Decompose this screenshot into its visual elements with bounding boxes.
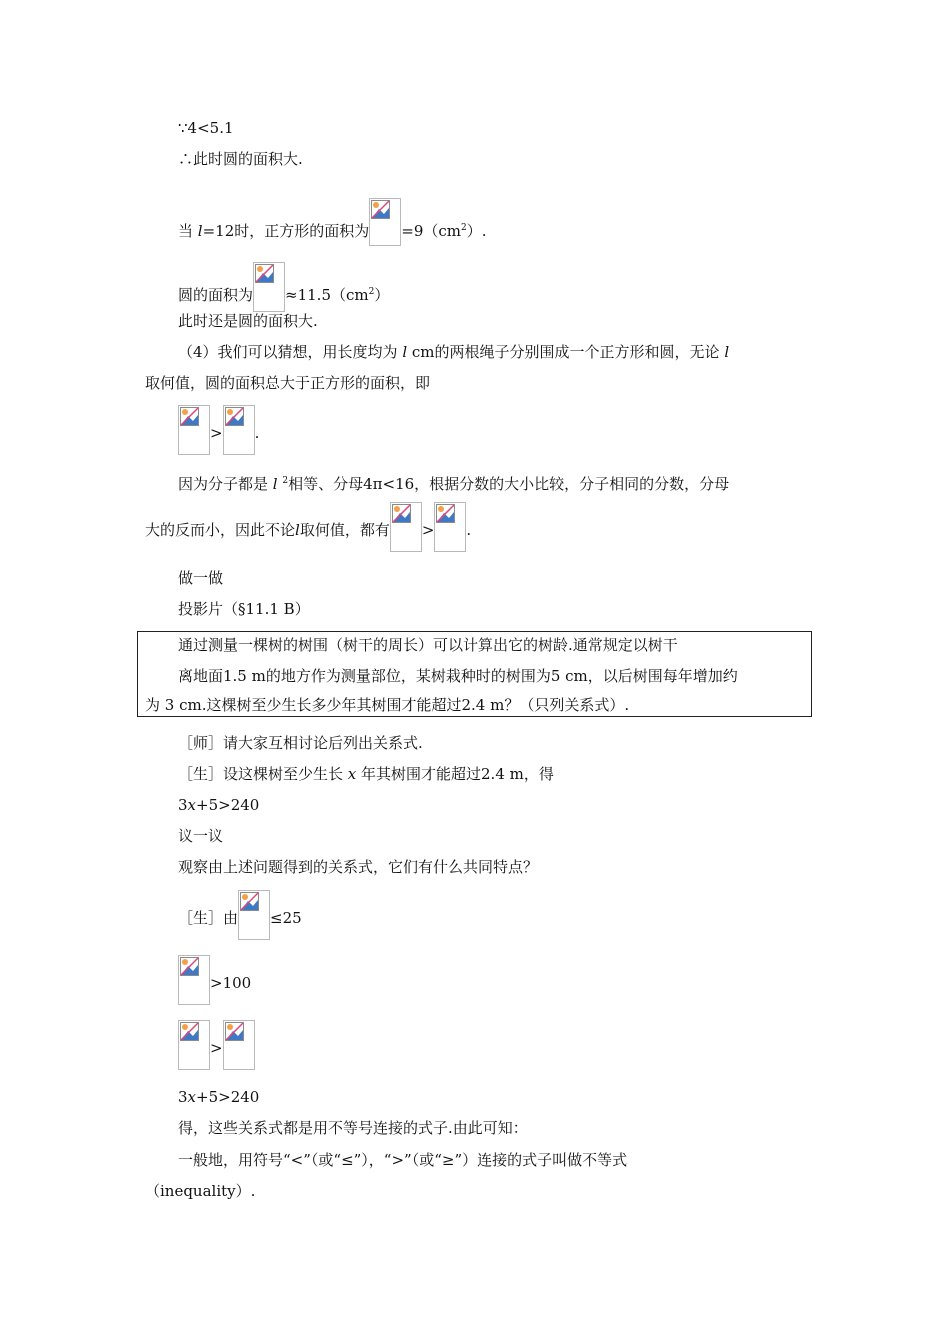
- text-line: 取何值，圆的面积总大于正方形的面积，即: [145, 374, 431, 392]
- section-heading: 做一做: [178, 569, 224, 587]
- formula-line: ［生］由 ≤25: [178, 890, 302, 942]
- text-line: 3x+5>240: [178, 1088, 260, 1106]
- box-line: 离地面1.5 m的地方作为测量部位，某树栽种时的树围为5 cm，以后树围每年增加约: [178, 667, 738, 685]
- problem-box: [137, 631, 812, 717]
- formula-image-icon: [390, 502, 422, 552]
- text-line: ∵4<5.1: [178, 119, 234, 137]
- formula-line: >100: [178, 955, 251, 1007]
- text-line: 大的反而小，因此不论l取何值，都有 > .: [145, 502, 471, 554]
- formula-line: >: [178, 1020, 255, 1072]
- text-line: 因为分子都是 l $^2$相等、分母4π<16，根据分数的大小比较，分子相同的分数，分母: [178, 475, 730, 493]
- text-line: （inequality）.: [145, 1182, 256, 1200]
- text-line: （4）我们可以猜想，用长度均为 l cm的两根绳子分别围成一个正方形和圆，无论 l: [178, 343, 730, 361]
- formula-image-icon: [238, 890, 270, 940]
- text-line: ∴此时圆的面积大.: [178, 150, 303, 168]
- text-line: ［生］设这棵树至少生长 x 年其树围才能超过2.4 m，得: [178, 765, 554, 783]
- formula-image-icon: [369, 198, 401, 246]
- text-line: 圆的面积为 $\approx 11.5(cm^2)$: [178, 262, 389, 312]
- formula-image-icon: [178, 1020, 210, 1070]
- text-line: 得，这些关系式都是用不等号连接的式子.由此可知：: [178, 1119, 528, 1137]
- section-heading: 议一议: [178, 827, 224, 845]
- text-line: 3x+5>240: [178, 796, 260, 814]
- formula-line: > .: [178, 405, 259, 457]
- text-line: 观察由上述问题得到的关系式，它们有什么共同特点？: [178, 858, 539, 876]
- text-line: ［师］请大家互相讨论后列出关系式.: [178, 734, 423, 752]
- box-line: 通过测量一棵树的树围（树干的周长）可以计算出它的树龄.通常规定以树干: [178, 636, 678, 654]
- text-line: 当 l=12时，正方形的面积为 $=9(cm^2)$.: [178, 198, 487, 246]
- text-line: 一般地，用符号“<”（或“≤”），“>”（或“≥”）连接的式子叫做不等式: [178, 1151, 628, 1169]
- formula-image-icon: [434, 502, 466, 552]
- formula-image-icon: [178, 405, 210, 455]
- formula-image-icon: [223, 1020, 255, 1070]
- formula-image-icon: [223, 405, 255, 455]
- formula-image-icon: [178, 955, 210, 1005]
- box-line: 为 3 cm.这棵树至少生长多少年其树围才能超过2.4 m？（只列关系式）.: [145, 696, 630, 714]
- text-line: 投影片（§11.1 B）: [178, 600, 310, 618]
- text-line: 此时还是圆的面积大.: [178, 312, 318, 330]
- formula-image-icon: [253, 262, 285, 312]
